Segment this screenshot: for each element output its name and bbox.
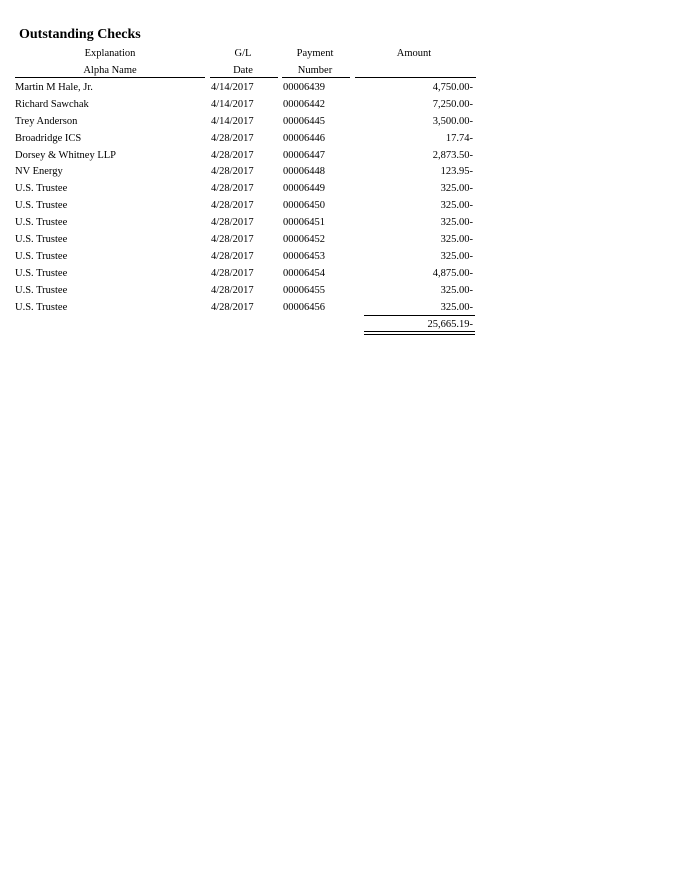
row-number: 00006455: [283, 285, 325, 296]
row-date: 4/28/2017: [211, 251, 254, 262]
row-name: U.S. Trustee: [15, 302, 68, 313]
row-amount: 17.74-: [445, 133, 473, 144]
row-date: 4/28/2017: [211, 302, 254, 313]
row-number: 00006448: [283, 166, 325, 177]
total-amount: 25,665.19-: [427, 319, 473, 330]
row-date: 4/28/2017: [211, 166, 254, 177]
row-name: U.S. Trustee: [15, 234, 68, 245]
row-name: NV Energy: [15, 166, 63, 177]
row-amount: 4,750.00-: [432, 82, 473, 93]
row-date: 4/28/2017: [211, 234, 254, 245]
row-number: 00006451: [283, 217, 325, 228]
row-date: 4/28/2017: [211, 200, 254, 211]
report-title: Outstanding Checks: [19, 27, 141, 42]
header-alpha-name: Alpha Name: [83, 65, 137, 76]
row-date: 4/28/2017: [211, 217, 254, 228]
row-number: 00006450: [283, 200, 325, 211]
row-name: Dorsey & Whitney LLP: [15, 150, 117, 161]
row-name: Martin M Hale, Jr.: [15, 82, 93, 93]
header-rule-number: [282, 77, 350, 78]
header-number: Number: [297, 65, 333, 76]
row-amount: 325.00-: [440, 234, 473, 245]
row-name: Trey Anderson: [15, 116, 78, 127]
header-date: Date: [233, 65, 253, 76]
row-date: 4/28/2017: [211, 133, 254, 144]
row-number: 00006439: [283, 82, 325, 93]
row-number: 00006445: [283, 116, 325, 127]
row-amount: 123.95-: [440, 166, 473, 177]
row-name: Broadridge ICS: [15, 133, 82, 144]
row-date: 4/14/2017: [211, 82, 254, 93]
row-number: 00006446: [283, 133, 325, 144]
row-date: 4/28/2017: [211, 150, 254, 161]
row-amount: 2,873.50-: [432, 150, 473, 161]
row-name: U.S. Trustee: [15, 200, 68, 211]
total-rule-top: [364, 315, 475, 316]
row-number: 00006454: [283, 268, 325, 279]
row-date: 4/28/2017: [211, 285, 254, 296]
row-name: Richard Sawchak: [15, 99, 89, 110]
row-amount: 325.00-: [440, 251, 473, 262]
row-number: 00006456: [283, 302, 325, 313]
row-name: U.S. Trustee: [15, 217, 68, 228]
row-number: 00006442: [283, 99, 325, 110]
row-amount: 7,250.00-: [432, 99, 473, 110]
header-gl: G/L: [234, 48, 252, 59]
row-name: U.S. Trustee: [15, 268, 68, 279]
row-name: U.S. Trustee: [15, 285, 68, 296]
total-rule-double-1: [364, 331, 475, 332]
total-rule-double-2: [364, 334, 475, 335]
row-amount: 325.00-: [440, 200, 473, 211]
row-number: 00006447: [283, 150, 325, 161]
row-number: 00006453: [283, 251, 325, 262]
header-rule-amount: [355, 77, 476, 78]
row-amount: 325.00-: [440, 285, 473, 296]
row-amount: 3,500.00-: [432, 116, 473, 127]
header-rule-date: [210, 77, 278, 78]
row-name: U.S. Trustee: [15, 183, 68, 194]
row-amount: 325.00-: [440, 183, 473, 194]
row-amount: 325.00-: [440, 217, 473, 228]
header-rule-name: [15, 77, 205, 78]
row-date: 4/28/2017: [211, 268, 254, 279]
row-date: 4/14/2017: [211, 116, 254, 127]
row-name: U.S. Trustee: [15, 251, 68, 262]
row-number: 00006449: [283, 183, 325, 194]
header-explanation: Explanation: [84, 48, 136, 59]
header-amount: Amount: [396, 48, 432, 59]
row-date: 4/28/2017: [211, 183, 254, 194]
header-payment: Payment: [296, 48, 334, 59]
row-number: 00006452: [283, 234, 325, 245]
row-amount: 4,875.00-: [432, 268, 473, 279]
row-amount: 325.00-: [440, 302, 473, 313]
row-date: 4/14/2017: [211, 99, 254, 110]
